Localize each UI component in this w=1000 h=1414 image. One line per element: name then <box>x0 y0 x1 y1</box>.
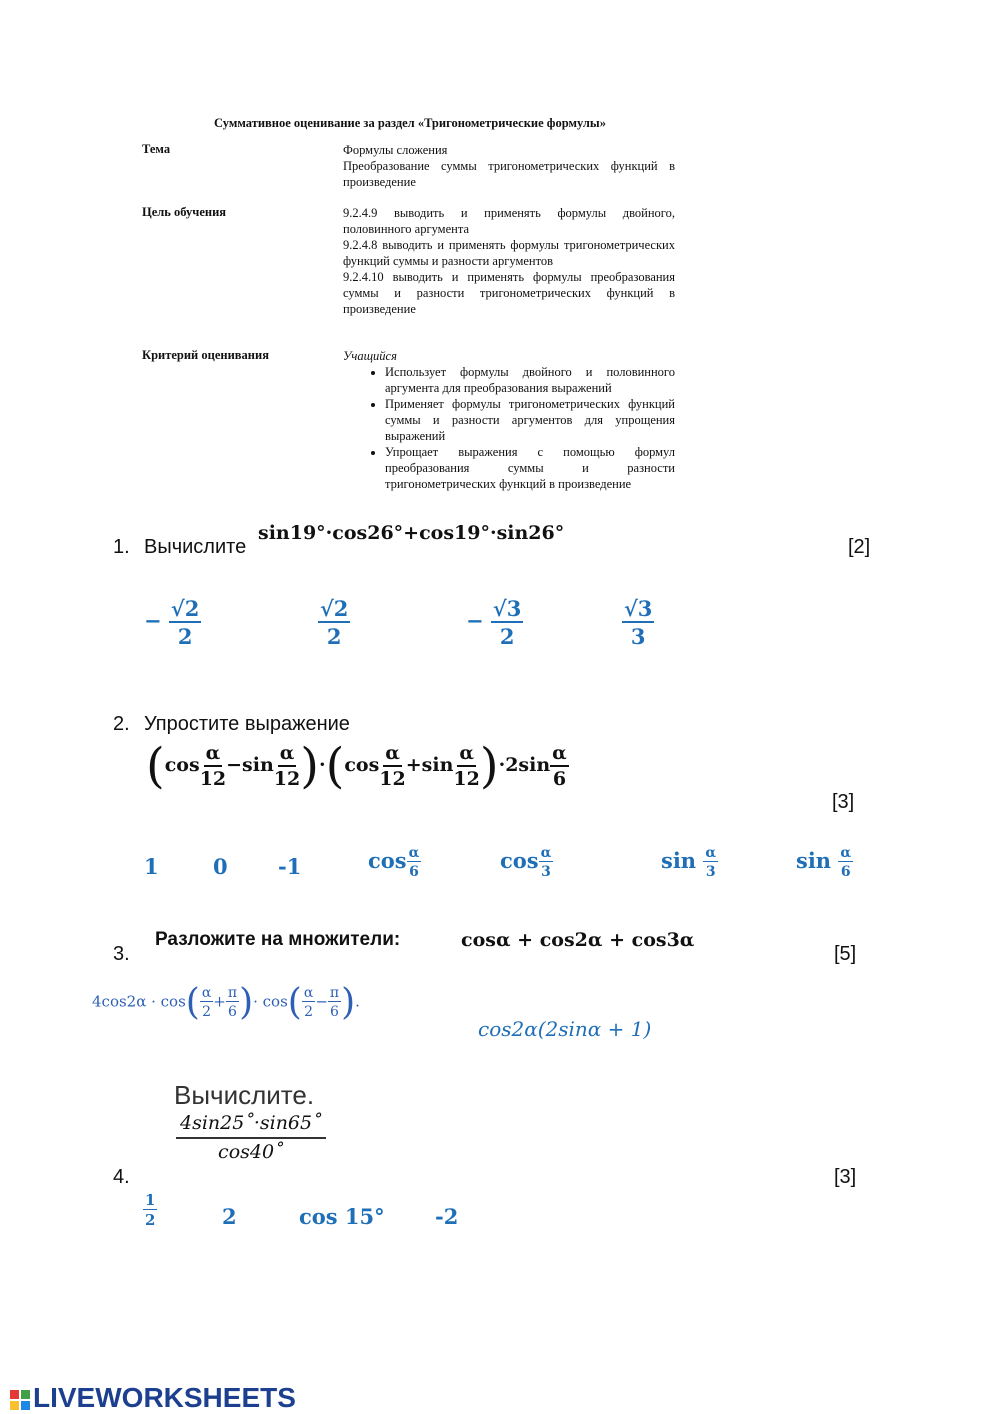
frac-num: α <box>204 744 223 767</box>
fn-name: cos <box>500 848 539 873</box>
frac-num: π <box>329 985 340 1001</box>
frac-den: 3 <box>705 864 716 880</box>
minus-sign: − <box>466 608 484 633</box>
fn-name: sin <box>796 848 832 873</box>
fn-name: cos <box>368 848 407 873</box>
frac-num: α <box>705 845 717 861</box>
goal-line: 9.2.4.8 выводить и применять формулы тригонометрических функций суммы и разности аргументов <box>343 238 675 268</box>
criteria-item: • Использует формулы двойного и половинного аргумента для преобразования выражений <box>385 364 675 396</box>
q2-mark: [3] <box>832 791 855 813</box>
q1-number: 1. <box>113 536 130 558</box>
logo-text: LIVEWORKSHEETS <box>33 1382 296 1413</box>
q2-answer-sin-a6[interactable] <box>796 846 853 879</box>
criteria-item: • Применяет формулы тригонометрических функций суммы и разности аргументов для упрощения выражений <box>385 396 675 444</box>
q1-answer-3[interactable] <box>466 598 523 647</box>
frac-num: α <box>408 845 420 861</box>
frac-den: 12 <box>379 767 406 790</box>
q2-answer-minus-1[interactable]: -1 <box>278 854 302 879</box>
frac-num: α <box>201 985 212 1001</box>
q1-text: Вычислите <box>144 536 247 558</box>
goal-text <box>343 205 675 317</box>
paren-left: ( <box>325 738 345 794</box>
frac-den: 12 <box>199 767 227 790</box>
topic-label: Тема <box>142 142 171 156</box>
frac-num: α <box>383 744 402 767</box>
q4-expression <box>176 1114 326 1162</box>
paren-right: ) <box>239 982 254 1023</box>
q2-expression: (cos $\frac{\alpha}{12}$ −sin $\frac{\alpha}{12}$ )·(cos $\frac{\alpha}{12}$ +sin $\frac{\alpha}{12}$ )·2sin $\frac{\alpha}{6}$ <box>146 738 567 794</box>
frac-den: 6 <box>552 767 567 790</box>
document-title: Суммативное оценивание за раздел «Тригонометрические формулы» <box>214 116 606 130</box>
q4-answer-cos15[interactable]: cos 15° <box>299 1204 385 1229</box>
frac-den: 6 <box>228 1004 237 1020</box>
q2-answer-sin-a3[interactable] <box>661 846 718 879</box>
paren-right: ) <box>300 738 319 794</box>
goal-line: 9.2.4.9 выводить и применять формулы двойного, половинного аргумента <box>343 206 675 236</box>
frac-num: α <box>457 744 476 767</box>
q2-number: 2. <box>113 713 130 735</box>
answer-numerator: √2 <box>170 596 200 621</box>
answer-numerator: √3 <box>492 596 522 621</box>
q2-answer-0[interactable]: 0 <box>213 854 228 879</box>
answer-denominator: 2 <box>499 624 515 649</box>
goal-label: Цель обучения <box>142 205 227 219</box>
q4-answer-minus-2[interactable]: -2 <box>435 1204 459 1229</box>
q1-answer-4[interactable] <box>622 598 654 647</box>
paren-right: ) <box>341 982 356 1023</box>
frac-num: 1 <box>145 1191 156 1209</box>
q2-answer-cos-a6[interactable] <box>368 846 421 879</box>
paren-left: ( <box>146 738 165 794</box>
answer-denominator: 3 <box>630 624 646 649</box>
logo-icon <box>10 1390 30 1410</box>
frac-num: α <box>840 845 852 861</box>
frac-den: 6 <box>840 864 851 880</box>
answer-numerator: √2 <box>320 596 349 621</box>
q3-mark: [5] <box>834 943 857 965</box>
answer-denominator: 2 <box>326 624 342 649</box>
frac-den: 2 <box>145 1211 156 1229</box>
q4-mark: [3] <box>834 1166 857 1188</box>
minus-sign: − <box>144 608 162 633</box>
frac-den: 3 <box>541 864 551 880</box>
criteria-text <box>343 348 675 492</box>
paren-right: ) <box>479 738 499 794</box>
criteria-intro: Учащийся <box>343 349 397 363</box>
paren-left: ( <box>185 982 200 1023</box>
answer-mid: · cos <box>253 992 288 1011</box>
frac-den: 12 <box>273 767 301 790</box>
frac-den: 2 <box>304 1004 314 1020</box>
frac-num: α <box>278 744 297 767</box>
q3-number: 3. <box>113 943 130 965</box>
q4-answer-2[interactable]: 2 <box>222 1204 237 1229</box>
q4-numerator: 4sin25˚·sin65˚ <box>176 1114 326 1139</box>
frac-num: α <box>540 845 552 861</box>
q4-denominator: cos40˚ <box>218 1141 284 1163</box>
frac-den: 6 <box>409 864 419 880</box>
criteria-label: Критерий оценивания <box>142 348 269 362</box>
frac-num: α <box>303 985 314 1001</box>
topic-line: Преобразование суммы тригонометрических функций в произведение <box>343 159 675 189</box>
q3-expression: cosα + cos2α + cos3α <box>461 929 695 951</box>
q2-answer-cos-a3[interactable] <box>500 846 553 879</box>
frac-num: α <box>550 744 569 767</box>
answer-prefix: 4cos2α · cos <box>92 992 186 1011</box>
topic-text <box>343 142 675 190</box>
liveworksheets-logo[interactable] <box>10 1382 296 1414</box>
topic-line: Формулы сложения <box>343 143 448 157</box>
q2-text: Упростите выражение <box>144 713 350 735</box>
q3-text: Разложите на множители: <box>155 929 401 950</box>
q4-answer-half[interactable] <box>143 1193 157 1228</box>
q3-answer-1[interactable]: 4cos2α · cos( $\frac{\alpha}{2}$ + $\frac{\pi}{6}$ )· cos( $\frac{\alpha}{2}$ − $\frac{\pi}{6}$ ). <box>92 982 360 1023</box>
q1-answer-2[interactable] <box>318 598 350 647</box>
frac-den: 12 <box>453 767 480 790</box>
criteria-item: • Упрощает выражения с помощью формул преобразования суммы и разности тригонометрических функций в произведение <box>385 444 675 492</box>
answer-denominator: 2 <box>177 624 193 649</box>
q1-expression: sin19°·cos26°+cos19°·sin26° <box>258 522 565 544</box>
q3-answer-2[interactable]: cos2α(2sinα + 1) <box>478 1017 652 1041</box>
q1-answer-1[interactable] <box>144 598 201 647</box>
q4-number: 4. <box>113 1166 130 1188</box>
fn-name: sin <box>661 848 697 873</box>
q1-mark: [2] <box>848 536 871 558</box>
answer-numerator: √3 <box>624 596 653 621</box>
frac-den: 2 <box>202 1004 212 1020</box>
goal-line: 9.2.4.10 выводить и применять формулы преобразования суммы и разности тригонометрических функций в произведение <box>343 270 675 316</box>
criteria-list <box>343 364 675 492</box>
frac-num: π <box>227 985 238 1001</box>
paren-left: ( <box>287 982 302 1023</box>
q2-answer-1[interactable]: 1 <box>144 854 159 879</box>
q4-text: Вычислите. <box>174 1080 315 1110</box>
frac-den: 6 <box>330 1004 339 1020</box>
